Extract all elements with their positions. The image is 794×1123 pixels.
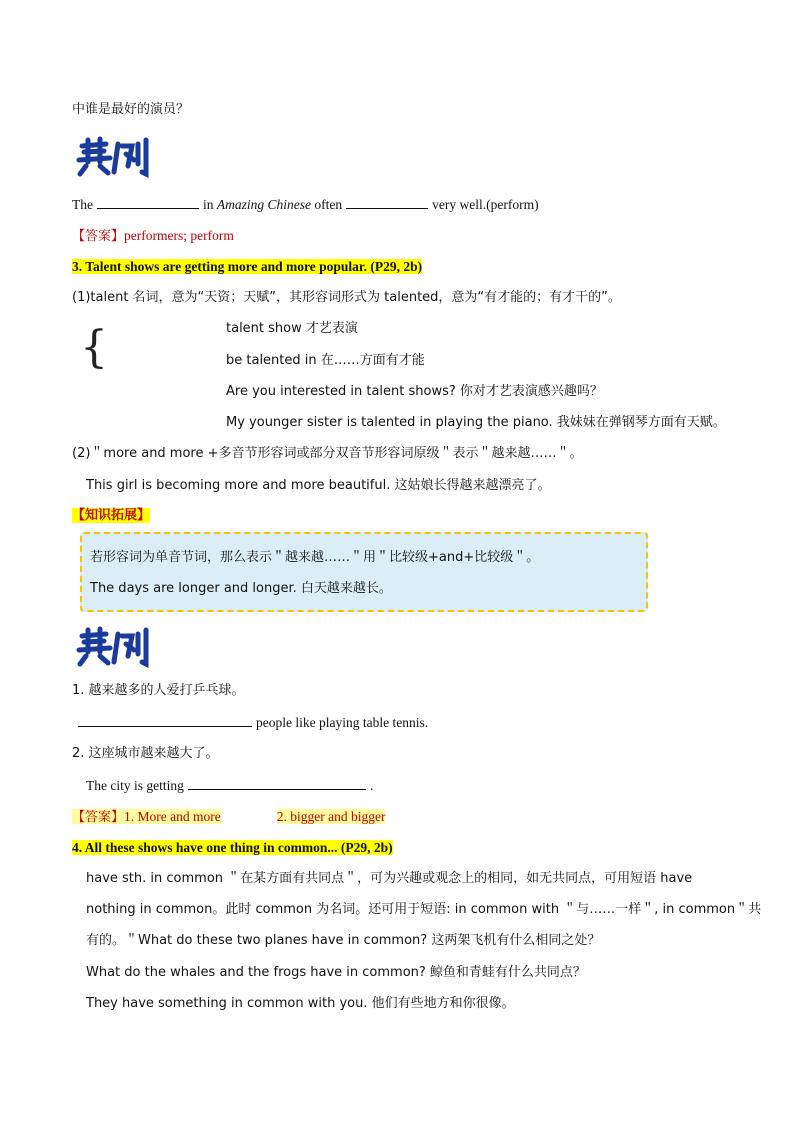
point3-p2: (2)＂more and more +多音节形容词或部分双音节形容词原级＂表示＂越来越……＂。 <box>72 446 583 461</box>
point3-p2-example: This girl is becoming more and more beautiful. 这姑娘长得越来越漂亮了。 <box>86 478 551 493</box>
knowledge-tag: 【知识拓展】 <box>72 508 151 523</box>
answer2-a2: 2. bigger and bigger <box>276 809 386 824</box>
ex1-part2: in <box>203 197 214 212</box>
knowledge-box <box>80 532 648 612</box>
point3-p1: (1)talent 名词，意为“天资；天赋”，其形容词形式为 talented，意为“有才能的；有才干的”。 <box>72 290 621 305</box>
ex1-part1: The <box>72 197 93 212</box>
point3-item-3: Are you interested in talent shows? 你对才艺表演感兴趣吗？ <box>226 384 603 399</box>
ex1-title: Amazing Chinese <box>216 197 312 212</box>
ex2-q1-zh: 1. 越来越多的人爱打乒乓球。 <box>72 683 245 698</box>
example-logo-icon <box>76 626 150 672</box>
ex1-part4: very well.(perform) <box>432 197 539 212</box>
ex2-q2-zh: 2. 这座城市越来越大了。 <box>72 746 219 761</box>
answer-tag: 【答案】 <box>72 229 125 244</box>
ex1-part3: often <box>314 197 343 212</box>
ex2-q1-en: people like playing table tennis. <box>78 714 428 732</box>
point4-line-2: nothing in common。此时 common 为名词。还可用于短语: in common with ＂与……一样＂, in common＂共 <box>86 902 762 917</box>
brace-icon: { <box>80 322 108 373</box>
point4-line-4: What do the whales and the frogs have in common? 鲸鱼和青蛙有什么共同点？ <box>86 965 586 980</box>
answer2 <box>72 808 385 827</box>
intro-line: 中谁是最好的演员？ <box>72 102 190 117</box>
knowledge-line-2: The days are longer and longer. 白天越来越长。 <box>90 581 392 596</box>
answer-text: performers; perform <box>124 228 234 243</box>
point4-heading: 4. All these shows have one thing in common... (P29, 2b) <box>72 840 393 855</box>
blank-field <box>346 196 428 209</box>
point3-item-1: talent show 才艺表演 <box>226 321 358 336</box>
point3-item-2: be talented in 在……方面有才能 <box>226 353 425 368</box>
blank-field <box>97 196 199 209</box>
point3-heading: 3. Talent shows are getting more and more popular. (P29, 2b) <box>72 259 423 274</box>
example1-sentence <box>72 196 539 214</box>
answer1 <box>72 227 234 246</box>
point4-line-3: 有的。＂What do these two planes have in common? 这两架飞机有什么相同之处？ <box>86 933 601 948</box>
answer-tag: 【答案】 <box>72 810 125 825</box>
point3-item-4: My younger sister is talented in playing the piano. 我妹妹在弹钢琴方面有天赋。 <box>226 415 726 430</box>
blank-field <box>188 777 366 790</box>
answer2-a1: 1. More and more <box>124 809 221 824</box>
knowledge-line-1: 若形容词为单音节词，那么表示＂越来越……＂用＂比较级+and+比较级＂。 <box>90 550 540 565</box>
ex2-q2-en: The city is getting . <box>86 778 374 793</box>
blank-field <box>78 714 252 727</box>
point4-line-1: have sth. in common ＂在某方面有共同点＂，可为兴趣或观念上的相同，如无共同点，可用短语 have <box>86 871 693 886</box>
point4-line-5: They have something in common with you. 他们有些地方和你很像。 <box>86 996 515 1011</box>
example-logo-icon <box>76 136 150 182</box>
